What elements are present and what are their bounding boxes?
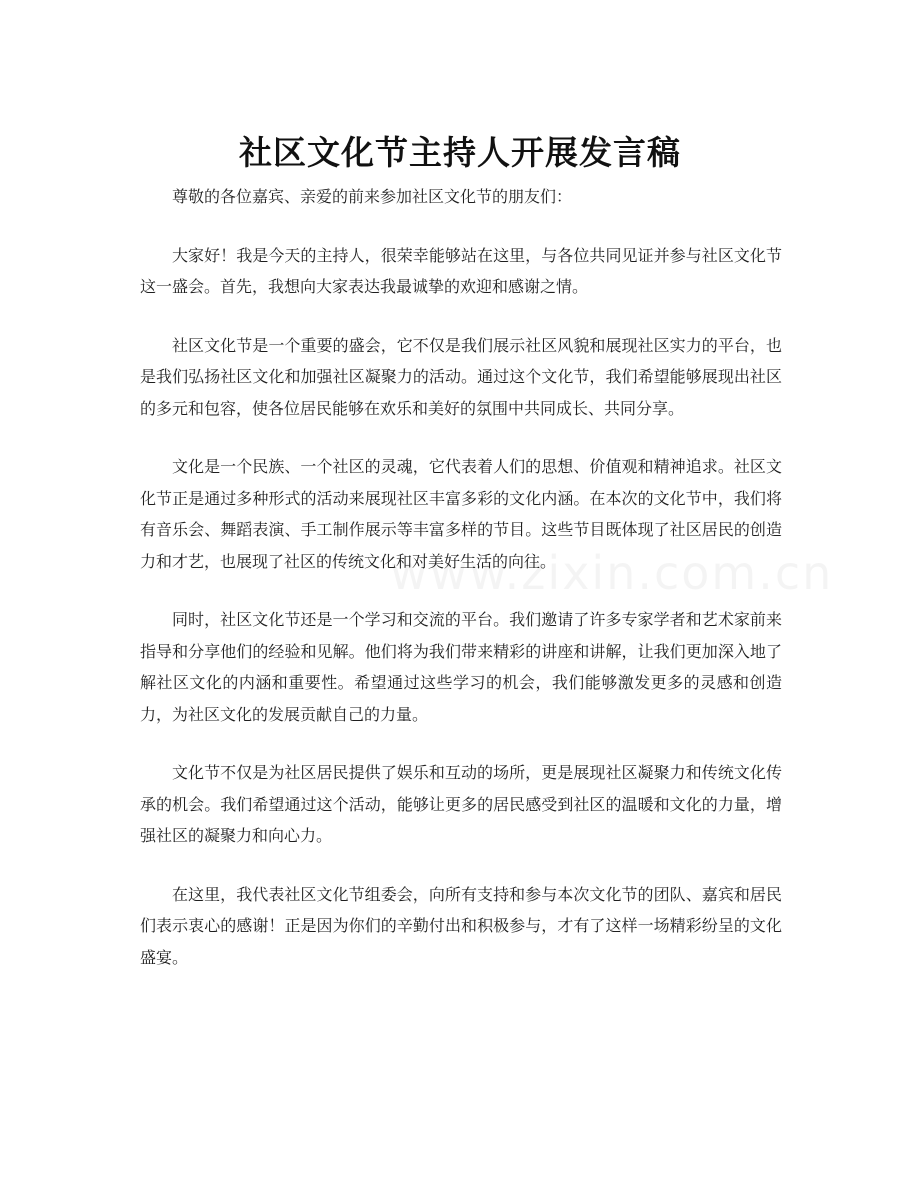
paragraph-greeting: 大家好！我是今天的主持人，很荣幸能够站在这里，与各位共同见证并参与社区文化节这一盛会。首先，我想向大家表达我最诚挚的欢迎和感谢之情。 — [140, 245, 782, 296]
paragraph-culture-soul: 文化是一个民族、一个社区的灵魂，它代表着人们的思想、价值观和精神追求。社区文化节正是通过多种形式的活动来展现社区丰富多彩的文化内涵。在本次的文化节中，我们将有音乐会、舞蹈表演、手工制作展示等丰富多样的节目。这些节目既体现了社区居民的创造力和才艺，也展现了社区的传统文化和对美好生活的向往。 — [140, 457, 782, 571]
paragraph-thanks: 在这里，我代表社区文化节组委会，向所有支持和参与本次文化节的团队、嘉宾和居民们表示衷心的感谢！正是因为你们的辛勤付出和积极参与，才有了这样一场精彩纷呈的文化盛宴。 — [140, 884, 782, 967]
document-title: 社区文化节主持人开展发言稿 — [239, 133, 681, 173]
document-body — [140, 181, 782, 1000]
paragraph-learning-exchange: 同时，社区文化节还是一个学习和交流的平台。我们邀请了许多专家学者和艺术家前来指导和分享他们的经验和见解。他们将为我们带来精彩的讲座和讲解，让我们更加深入地了解社区文化的内涵和重要性。希望通过这些学习的机会，我们能够激发更多的灵感和创造力，为社区文化的发展贡献自己的力量。 — [140, 610, 782, 724]
paragraph-cohesion: 文化节不仅是为社区居民提供了娱乐和互动的场所，更是展现社区凝聚力和传统文化传承的机会。我们希望通过这个活动，能够让更多的居民感受到社区的温暖和文化的力量，增强社区的凝聚力和向心力。 — [140, 763, 782, 845]
paragraph-festival-purpose: 社区文化节是一个重要的盛会，它不仅是我们展示社区风貌和展现社区实力的平台，也是我们弘扬社区文化和加强社区凝聚力的活动。通过这个文化节，我们希望能够展现出社区的多元和包容，使各位居民能够在欢乐和美好的氛围中共同成长、共同分享。 — [140, 335, 782, 418]
paragraph-salutation: 尊敬的各位嘉宾、亲爱的前来参加社区文化节的朋友们： — [172, 187, 573, 206]
